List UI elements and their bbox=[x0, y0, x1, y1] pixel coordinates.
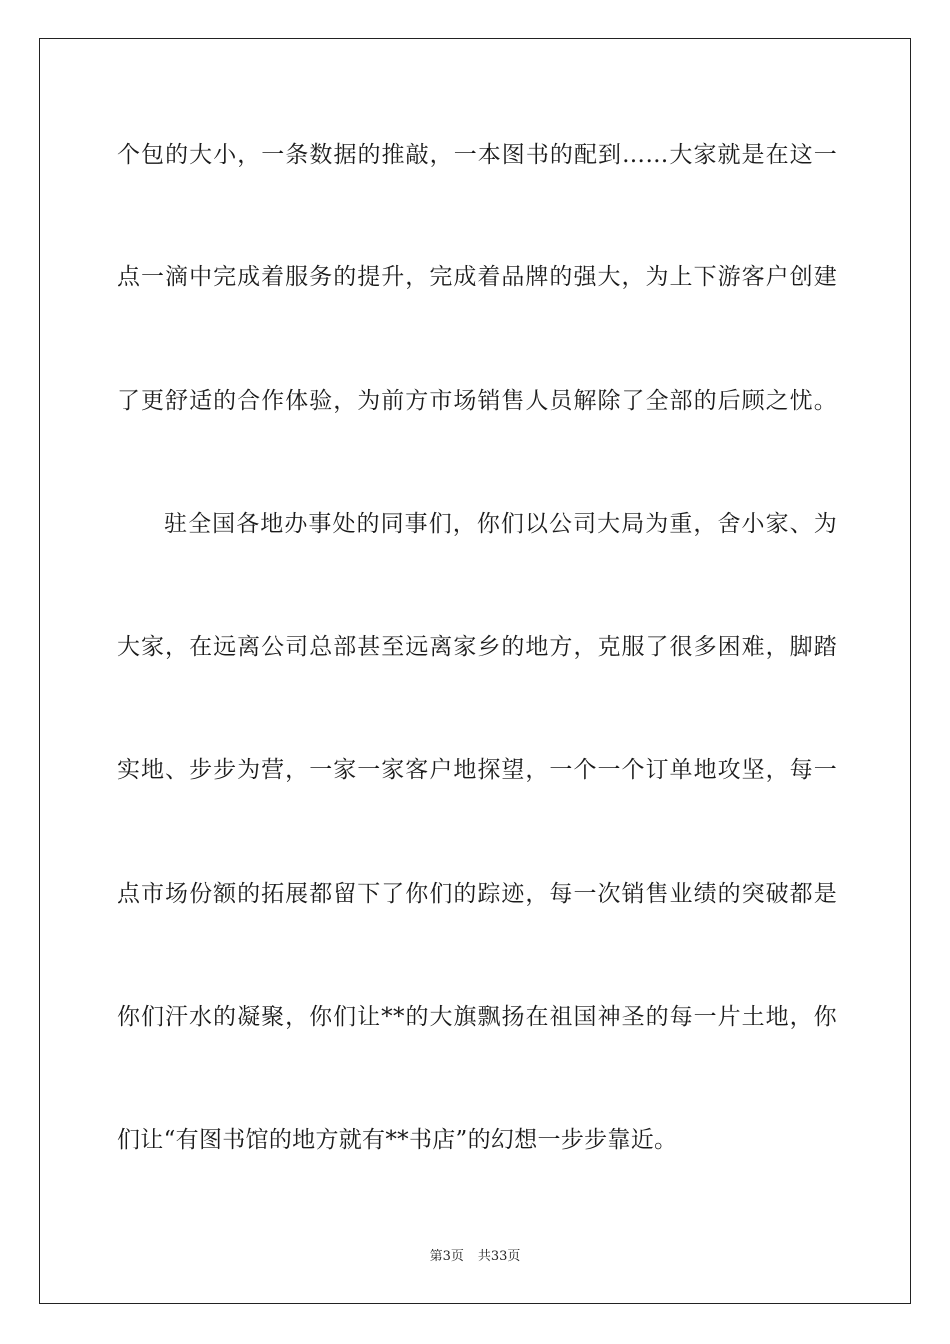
body-text-line-8: 你们汗水的凝聚，你们让**的大旗飘扬在祖国神圣的每一片土地，你 bbox=[117, 1004, 837, 1030]
body-text-line-4: 驻全国各地办事处的同事们，你们以公司大局为重，舍小家、为 bbox=[164, 511, 837, 537]
page-number: 第3页 bbox=[429, 1249, 464, 1264]
body-text-line-2: 点一滴中完成着服务的提升，完成着品牌的强大，为上下游客户创建 bbox=[117, 264, 837, 290]
body-text-line-1: 个包的大小，一条数据的推敲，一本图书的配到……大家就是在这一 bbox=[117, 142, 837, 168]
body-text-line-5: 大家，在远离公司总部甚至远离家乡的地方，克服了很多困难，脚踏 bbox=[117, 634, 837, 660]
body-text-line-9: 们让“有图书馆的地方就有**书店”的幻想一步步靠近。 bbox=[117, 1127, 678, 1153]
total-pages: 共33页 bbox=[477, 1249, 521, 1264]
body-text-line-3: 了更舒适的合作体验，为前方市场销售人员解除了全部的后顾之忧。 bbox=[117, 388, 837, 414]
body-text-line-6: 实地、步步为营，一家一家客户地探望，一个一个订单地攻坚，每一 bbox=[117, 757, 837, 783]
body-text-line-7: 点市场份额的拓展都留下了你们的踪迹，每一次销售业绩的突破都是 bbox=[117, 881, 837, 907]
page-border bbox=[39, 38, 911, 1304]
page-footer bbox=[0, 1249, 950, 1265]
